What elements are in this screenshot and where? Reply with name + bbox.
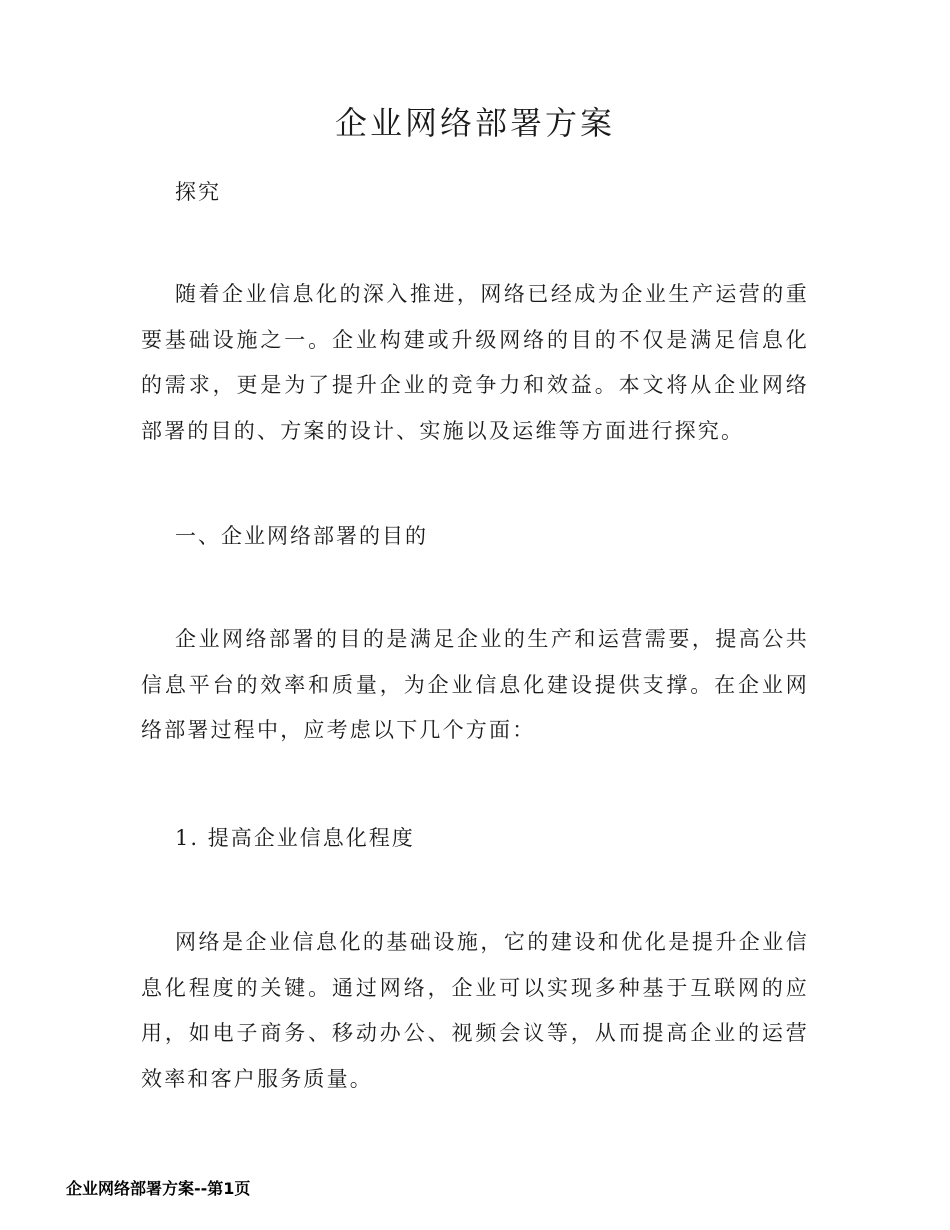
section-1-heading: 一、企业网络部署的目的 bbox=[175, 524, 428, 548]
subsection-1-paragraph: 网络是企业信息化的基础设施，它的建设和优化是提升企业信息化程度的关键。通过网络，企业可以实现多种基于互联网的应用，如电子商务、移动办公、视频会议等，从而提高企业的运营效率和客户服务质量。 bbox=[141, 930, 809, 1091]
intro-paragraph: 随着企业信息化的深入推进，网络已经成为企业生产运营的重要基础设施之一。企业构建或升级网络的目的不仅是满足信息化的需求，更是为了提升企业的竞争力和效益。本文将从企业网络部署的目的、方案的设计、实施以及运维等方面进行探究。 bbox=[141, 282, 809, 443]
document-subtitle: 探究 bbox=[175, 180, 221, 204]
section-1-paragraph: 企业网络部署的目的是满足企业的生产和运营需要，提高公共信息平台的效率和质量，为企业信息化建设提供支撑。在企业网络部署过程中，应考虑以下几个方面： bbox=[141, 627, 809, 742]
subsection-1-heading: 1. 提高企业信息化程度 bbox=[175, 826, 415, 850]
document-title: 企业网络部署方案 bbox=[334, 104, 615, 142]
page-footer: 企业网络部署方案--第1页 bbox=[66, 1179, 251, 1198]
